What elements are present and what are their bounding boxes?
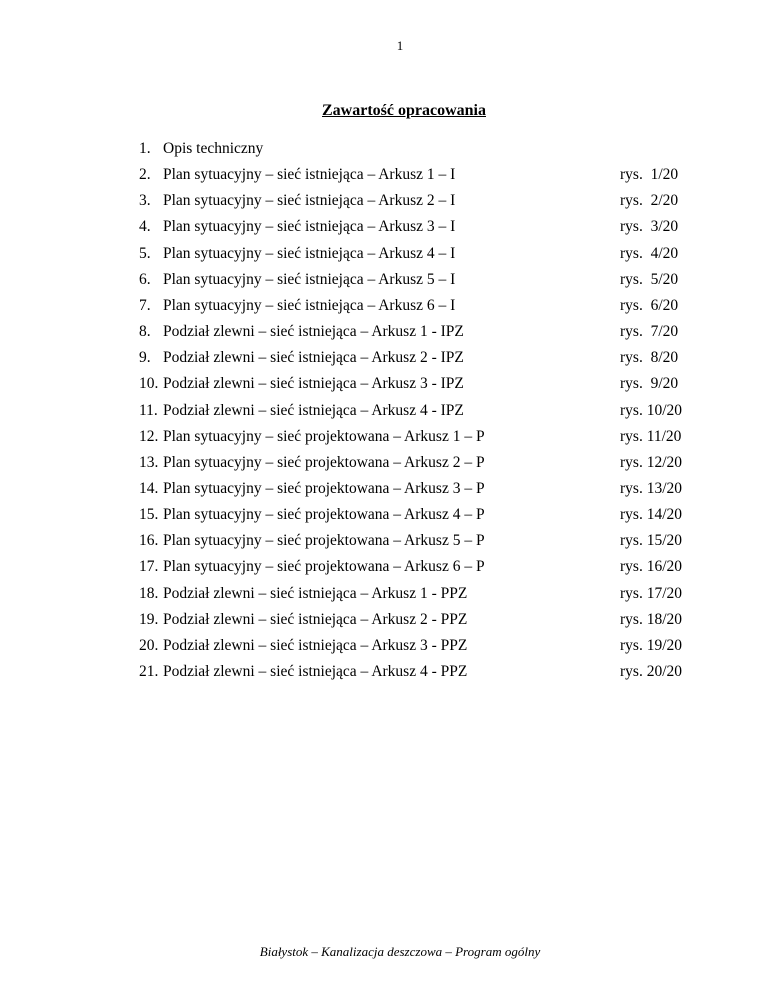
toc-item-drawing-ref: rys. 5/20 (620, 270, 679, 288)
toc-item-drawing-ref: rys. 9/20 (620, 375, 679, 393)
toc-item-title: Plan sytuacyjny – sieć projektowana – Arkusz 2 – P (163, 453, 485, 471)
toc-item (0, 659, 768, 685)
toc-item-drawing-ref: rys. 8/20 (620, 349, 679, 367)
toc-item-title: Plan sytuacyjny – sieć istniejąca – Arkusz 2 – I (163, 192, 456, 210)
toc-item (0, 581, 768, 607)
toc-item-number: 6. (139, 270, 151, 288)
toc-item-number: 21. (139, 663, 159, 680)
toc-item-drawing-ref: rys. 12/20 (620, 453, 682, 471)
toc-item (0, 633, 768, 659)
toc-item (0, 450, 768, 476)
toc-item (0, 267, 768, 293)
toc-item-number: 12. (139, 427, 159, 445)
toc-item (0, 607, 768, 633)
toc-item-number: 2. (139, 166, 151, 184)
toc-item-drawing-ref: rys. 10/20 (620, 401, 682, 419)
toc-item-title: Podział zlewni – sieć istniejąca – Arkusz 4 - PPZ (163, 663, 468, 680)
toc-item (0, 136, 768, 162)
toc-item-number: 8. (139, 323, 151, 341)
toc-item-title: Plan sytuacyjny – sieć projektowana – Arkusz 3 – P (163, 479, 485, 497)
toc-item-title: Plan sytuacyjny – sieć projektowana – Arkusz 4 – P (163, 506, 485, 524)
toc-item-drawing-ref: rys. 17/20 (620, 584, 682, 602)
toc-item-drawing-ref: rys. 14/20 (620, 506, 682, 524)
toc-item-title: Podział zlewni – sieć istniejąca – Arkusz 2 - PPZ (163, 610, 468, 628)
toc-item (0, 293, 768, 319)
toc-item-title: Podział zlewni – sieć istniejąca – Arkusz 2 - IPZ (163, 349, 464, 367)
toc-item-title: Podział zlewni – sieć istniejąca – Arkusz 3 - IPZ (163, 375, 464, 393)
document-title: Zawartość opracowania (322, 102, 486, 119)
toc-item-drawing-ref: rys. 20/20 (620, 663, 682, 680)
toc-item-number: 9. (139, 349, 151, 367)
toc-item-title: Plan sytuacyjny – sieć istniejąca – Arkusz 5 – I (163, 270, 456, 288)
toc-item-title: Podział zlewni – sieć istniejąca – Arkusz 1 - PPZ (163, 584, 468, 602)
toc-item-drawing-ref: rys. 2/20 (620, 192, 679, 210)
toc-item (0, 188, 768, 214)
toc-item (0, 502, 768, 528)
toc-item-drawing-ref: rys. 4/20 (620, 244, 679, 262)
toc-item-number: 19. (139, 610, 159, 628)
toc-item-title: Podział zlewni – sieć istniejąca – Arkusz 3 - PPZ (163, 636, 468, 654)
toc-item-title: Podział zlewni – sieć istniejąca – Arkusz 1 - IPZ (163, 323, 464, 341)
toc-item (0, 162, 768, 188)
page-footer: Białystok – Kanalizacja deszczowa – Program ogólny (259, 944, 541, 959)
toc-item (0, 371, 768, 397)
toc-item-title: Plan sytuacyjny – sieć projektowana – Arkusz 5 – P (163, 532, 485, 550)
toc-item-drawing-ref: rys. 15/20 (620, 532, 682, 550)
toc-item-title: Podział zlewni – sieć istniejąca – Arkusz 4 - IPZ (163, 401, 464, 419)
toc-item-title: Plan sytuacyjny – sieć projektowana – Arkusz 6 – P (163, 558, 485, 576)
toc-item-drawing-ref: rys. 11/20 (620, 427, 682, 445)
toc-item (0, 241, 768, 267)
toc-item-drawing-ref: rys. 6/20 (620, 296, 679, 314)
toc-item-drawing-ref: rys. 19/20 (620, 636, 682, 654)
toc-item-drawing-ref: rys. 3/20 (620, 218, 679, 236)
toc-item (0, 398, 768, 424)
toc-item-drawing-ref: rys. 13/20 (620, 479, 682, 497)
toc-item-drawing-ref: rys. 7/20 (620, 323, 679, 341)
page-number: 1 (396, 38, 404, 53)
toc-item-number: 4. (139, 218, 151, 236)
toc-item-number: 17. (139, 558, 159, 576)
toc-item-title: Plan sytuacyjny – sieć istniejąca – Arkusz 1 – I (163, 166, 456, 184)
toc-item (0, 424, 768, 450)
toc-item (0, 476, 768, 502)
toc-item (0, 319, 768, 345)
toc-item-title: Plan sytuacyjny – sieć istniejąca – Arkusz 6 – I (163, 296, 456, 314)
toc-item-drawing-ref: rys. 18/20 (620, 610, 682, 628)
toc-item (0, 554, 768, 580)
toc-item-number: 1. (139, 140, 151, 157)
toc-item-number: 5. (139, 244, 151, 262)
toc-item-title: Opis techniczny (163, 140, 264, 157)
toc-item (0, 528, 768, 554)
toc-item (0, 345, 768, 371)
toc-item-number: 10. (139, 375, 159, 393)
toc-item-title: Plan sytuacyjny – sieć istniejąca – Arkusz 3 – I (163, 218, 456, 236)
toc-item-number: 18. (139, 584, 159, 602)
toc-item-number: 11. (139, 401, 158, 419)
toc-item-number: 20. (139, 636, 159, 654)
toc-item-title: Plan sytuacyjny – sieć istniejąca – Arkusz 4 – I (163, 244, 456, 262)
toc-item-number: 16. (139, 532, 159, 550)
toc-item-title: Plan sytuacyjny – sieć projektowana – Arkusz 1 – P (163, 427, 485, 445)
toc-item (0, 214, 768, 240)
toc-item-drawing-ref: rys. 16/20 (620, 558, 682, 576)
toc-item-drawing-ref: rys. 1/20 (620, 166, 679, 184)
toc-item-number: 3. (139, 192, 151, 210)
toc-item-number: 13. (139, 453, 159, 471)
toc-item-number: 14. (139, 479, 159, 497)
toc-item-number: 7. (139, 296, 151, 314)
toc-item-number: 15. (139, 506, 159, 524)
